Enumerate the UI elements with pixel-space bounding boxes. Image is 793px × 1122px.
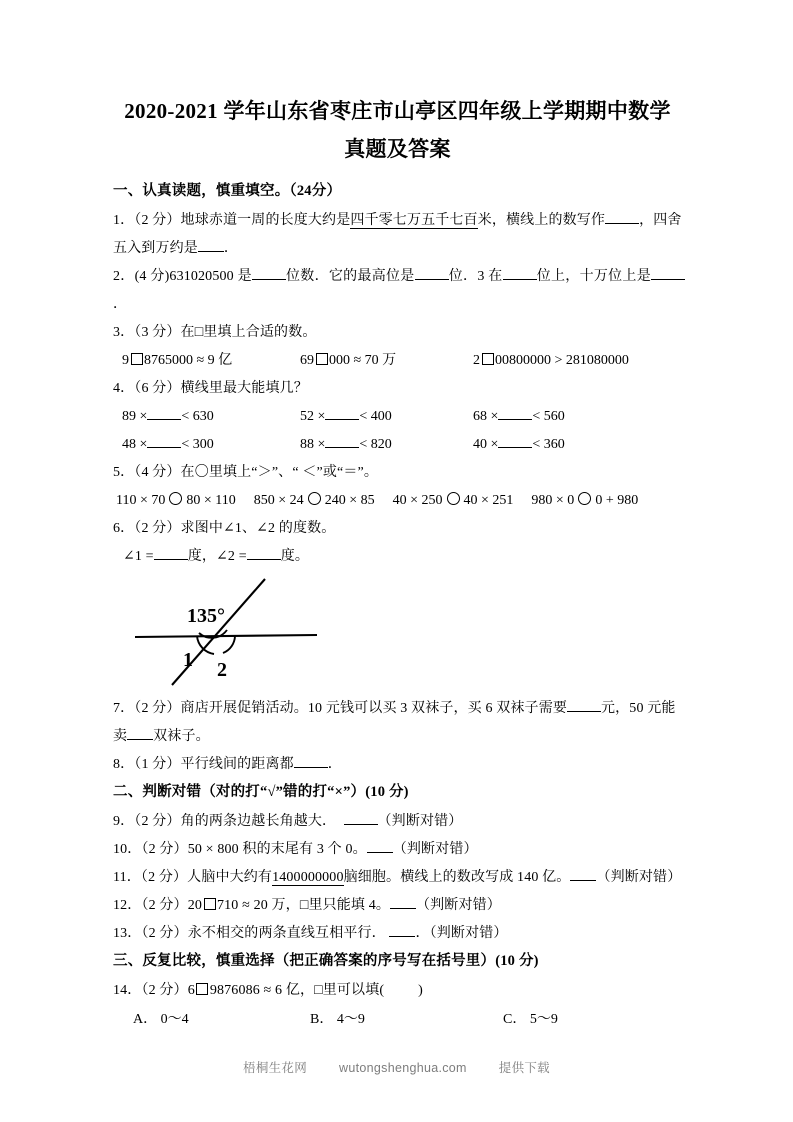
answer-blank[interactable] xyxy=(252,279,286,280)
question-14-text-b: 9876086 ≈ 6 亿，□里可以填( xyxy=(209,983,385,998)
question-4-item xyxy=(473,403,565,431)
page-footer xyxy=(0,1058,793,1076)
horizontal-line xyxy=(135,635,317,637)
comparison-left: 40 × 250 xyxy=(392,493,443,508)
question-2-text-a: 2．(4 分)631020500 是 xyxy=(113,269,252,284)
option-a[interactable]: A． 0～4 xyxy=(133,1012,189,1027)
footer-action: 提供下载 xyxy=(498,1061,550,1075)
question-4-item xyxy=(122,403,214,431)
question-1-text-b: 米，横线上的数写作 xyxy=(477,213,606,228)
question-12 xyxy=(113,892,685,920)
section-heading-2: 二、判断对错（对的打“√”错的打“×”）(10 分) xyxy=(113,784,409,800)
item-prefix: 48 × xyxy=(122,437,148,452)
item-suffix: < 300 xyxy=(181,437,214,452)
answer-blank[interactable] xyxy=(498,447,532,448)
angle-diagram-svg xyxy=(135,573,365,691)
circle-placeholder-icon[interactable] xyxy=(447,492,460,505)
comparison-item xyxy=(254,493,375,508)
answer-blank[interactable] xyxy=(325,447,359,448)
question-7-text-d: 双袜子。 xyxy=(153,729,210,744)
box-placeholder-icon[interactable] xyxy=(196,983,208,995)
answer-blank[interactable] xyxy=(390,908,416,909)
section-heading-1: 一、认真读题，慎重填空。（24分） xyxy=(113,183,342,199)
item-prefix: 88 × xyxy=(300,437,326,452)
comparison-left: 110 × 70 xyxy=(116,493,166,508)
question-4-item xyxy=(300,403,392,431)
question-7-text-a: 7．（2 分）商店开展促销活动。10 元钱可以买 3 双袜子，买 6 双袜子需要 xyxy=(113,701,567,716)
comparison-item xyxy=(116,493,236,508)
answer-blank[interactable] xyxy=(389,936,415,937)
question-4-item xyxy=(473,431,565,459)
question-11-text-b: 脑细胞。横线上的数改写成 140 亿。 xyxy=(343,870,571,885)
comparison-left: 980 × 0 xyxy=(531,493,575,508)
question-1 xyxy=(113,207,685,263)
answer-blank[interactable] xyxy=(498,419,532,420)
answer-blank[interactable] xyxy=(567,711,601,712)
question-6-text-b: 度，∠2 = xyxy=(187,549,247,564)
angle-1-label: 1 xyxy=(183,649,193,671)
question-2-text-d: 位上，十万位上是 xyxy=(536,269,652,284)
question-2-text-c: 位．3 在 xyxy=(448,269,503,284)
question-1-text-d: 五入到万约是 xyxy=(113,241,198,256)
item-suffix: < 400 xyxy=(359,409,392,424)
answer-blank[interactable] xyxy=(367,852,393,853)
option-b[interactable]: B． 4～9 xyxy=(310,1012,365,1027)
answer-blank[interactable] xyxy=(325,419,359,420)
question-1-text-c: ，四舍 xyxy=(639,213,682,228)
page-title xyxy=(110,92,685,168)
question-9-text-b: （判断对错） xyxy=(377,814,463,829)
item-prefix: 52 × xyxy=(300,409,326,424)
angle-135-label: 135° xyxy=(187,605,225,627)
circle-placeholder-icon[interactable] xyxy=(578,492,591,505)
question-11-text-a: 11．（2 分）人脑中大约有 xyxy=(113,870,273,885)
box-placeholder-icon[interactable] xyxy=(316,353,328,365)
answer-blank[interactable] xyxy=(344,824,378,825)
question-10 xyxy=(113,836,685,864)
footer-site-name: 梧桐生花网 xyxy=(243,1061,308,1075)
question-2-text-b: 位数．它的最高位是 xyxy=(285,269,415,284)
question-6-text-a: ∠1 = xyxy=(123,549,154,564)
item-prefix: 69 xyxy=(300,353,314,368)
box-placeholder-icon[interactable] xyxy=(482,353,494,365)
question-12-text-c: （判断对错） xyxy=(416,898,501,913)
question-1-text-e: ． xyxy=(223,241,239,256)
item-suffix: 000 ≈ 70 万 xyxy=(329,353,397,368)
angle-diagram-figure xyxy=(135,573,365,691)
item-suffix: 8765000 ≈ 9 亿 xyxy=(144,353,233,368)
question-4-row-1 xyxy=(113,403,685,431)
item-suffix: < 560 xyxy=(532,409,565,424)
answer-blank[interactable] xyxy=(247,559,281,560)
question-3-stem: 3．（3 分）在□里填上合适的数。 xyxy=(113,325,317,340)
circle-placeholder-icon[interactable] xyxy=(308,492,321,505)
item-prefix: 89 × xyxy=(122,409,148,424)
answer-blank[interactable] xyxy=(127,739,153,740)
question-3-items xyxy=(113,347,685,375)
question-4-stem: 4．（6 分）横线里最大能填几？ xyxy=(113,381,308,396)
question-11-text-c: （判断对错） xyxy=(596,870,682,885)
question-14-options xyxy=(113,1005,685,1035)
item-suffix: < 630 xyxy=(181,409,214,424)
question-4-item xyxy=(300,431,392,459)
question-4-row-2 xyxy=(113,431,685,459)
question-14-text-c: ) xyxy=(418,983,423,998)
question-6-stem: 6．（2 分）求图中∠1、∠2 的度数。 xyxy=(113,521,336,536)
question-2-text-e: ． xyxy=(113,297,128,312)
answer-blank[interactable] xyxy=(570,880,596,881)
comparison-left: 850 × 24 xyxy=(253,493,304,508)
item-suffix: < 820 xyxy=(359,437,392,452)
question-1-underlined-number: 四千零七万五千七百 xyxy=(350,213,478,228)
answer-blank[interactable] xyxy=(415,279,449,280)
question-5-stem: 5．（4 分）在〇里填上“＞”、“ ＜”或“＝”。 xyxy=(113,465,379,480)
question-8 xyxy=(113,751,685,779)
question-9 xyxy=(113,808,685,836)
comparison-right: 80 × 110 xyxy=(186,493,236,508)
answer-blank[interactable] xyxy=(605,223,639,224)
exam-body xyxy=(113,178,685,1035)
question-13-text-a: 13．（2 分）永不相交的两条直线互相平行． xyxy=(113,926,386,941)
question-5-comparisons xyxy=(113,487,685,515)
question-11 xyxy=(113,864,685,892)
comparison-item xyxy=(531,493,638,508)
question-13-text-b: ．（判断对错） xyxy=(415,926,508,941)
answer-blank[interactable] xyxy=(651,279,685,280)
angle-2-arc xyxy=(223,636,235,653)
question-13 xyxy=(113,920,685,948)
question-2 xyxy=(113,263,685,319)
box-placeholder-icon[interactable] xyxy=(131,353,143,365)
question-10-text-a: 10．（2 分）50 × 800 积的末尾有 3 个 0。 xyxy=(113,842,367,857)
question-3-item xyxy=(300,347,396,375)
answer-blank[interactable] xyxy=(198,251,224,252)
answer-blank[interactable] xyxy=(147,419,181,420)
question-6-text-c: 度。 xyxy=(280,549,310,564)
circle-placeholder-icon[interactable] xyxy=(169,492,182,505)
title-line-2: 真题及答案 xyxy=(344,137,451,161)
question-1-text-a: 1．（2 分）地球赤道一周的长度大约是 xyxy=(113,213,351,228)
answer-blank[interactable] xyxy=(294,767,328,768)
answer-blank[interactable] xyxy=(147,447,181,448)
question-14 xyxy=(113,977,685,1005)
question-7-text-c: 卖 xyxy=(113,729,128,744)
question-3-item xyxy=(122,347,232,375)
question-10-text-b: （判断对错） xyxy=(392,842,478,857)
item-prefix: 2 xyxy=(473,353,480,368)
comparison-right: 240 × 85 xyxy=(324,493,375,508)
item-prefix: 68 × xyxy=(473,409,499,424)
item-suffix: < 360 xyxy=(532,437,565,452)
box-placeholder-icon[interactable] xyxy=(204,898,216,910)
question-4-item xyxy=(122,431,214,459)
footer-url: wutongshenghua.com xyxy=(339,1061,467,1075)
item-prefix: 40 × xyxy=(473,437,499,452)
comparison-right: 0 + 980 xyxy=(595,493,639,508)
question-8-text-a: 8．（1 分）平行线间的距离都 xyxy=(113,757,294,772)
question-6-answer-line xyxy=(113,543,685,571)
title-line-1: 2020-2021 学年山东省枣庄市山亭区四年级上学期期中数学 xyxy=(124,99,671,123)
question-3-item xyxy=(473,347,629,375)
question-12-text-a: 12．（2 分）20 xyxy=(113,898,202,913)
answer-blank[interactable] xyxy=(154,559,188,560)
question-7 xyxy=(113,695,685,751)
item-prefix: 9 xyxy=(122,353,129,368)
comparison-right: 40 × 251 xyxy=(463,493,514,508)
question-11-underlined-number: 1400000000 xyxy=(272,870,344,885)
item-suffix: 00800000 > 281080000 xyxy=(495,353,629,368)
question-7-text-b: 元，50 元能 xyxy=(601,701,676,716)
question-12-text-b: 710 ≈ 20 万，□里只能填 4。 xyxy=(217,898,390,913)
question-8-text-b: ． xyxy=(327,757,342,772)
answer-blank[interactable] xyxy=(503,279,537,280)
question-14-text-a: 14．（2 分）6 xyxy=(113,983,195,998)
comparison-item xyxy=(393,493,514,508)
option-c[interactable]: C． 5～9 xyxy=(503,1012,558,1027)
angle-2-label: 2 xyxy=(217,659,227,681)
section-heading-3: 三、反复比较，慎重选择（把正确答案的序号写在括号里）(10 分) xyxy=(113,953,539,969)
question-9-text-a: 9．（2 分）角的两条边越长角越大． xyxy=(113,814,337,829)
